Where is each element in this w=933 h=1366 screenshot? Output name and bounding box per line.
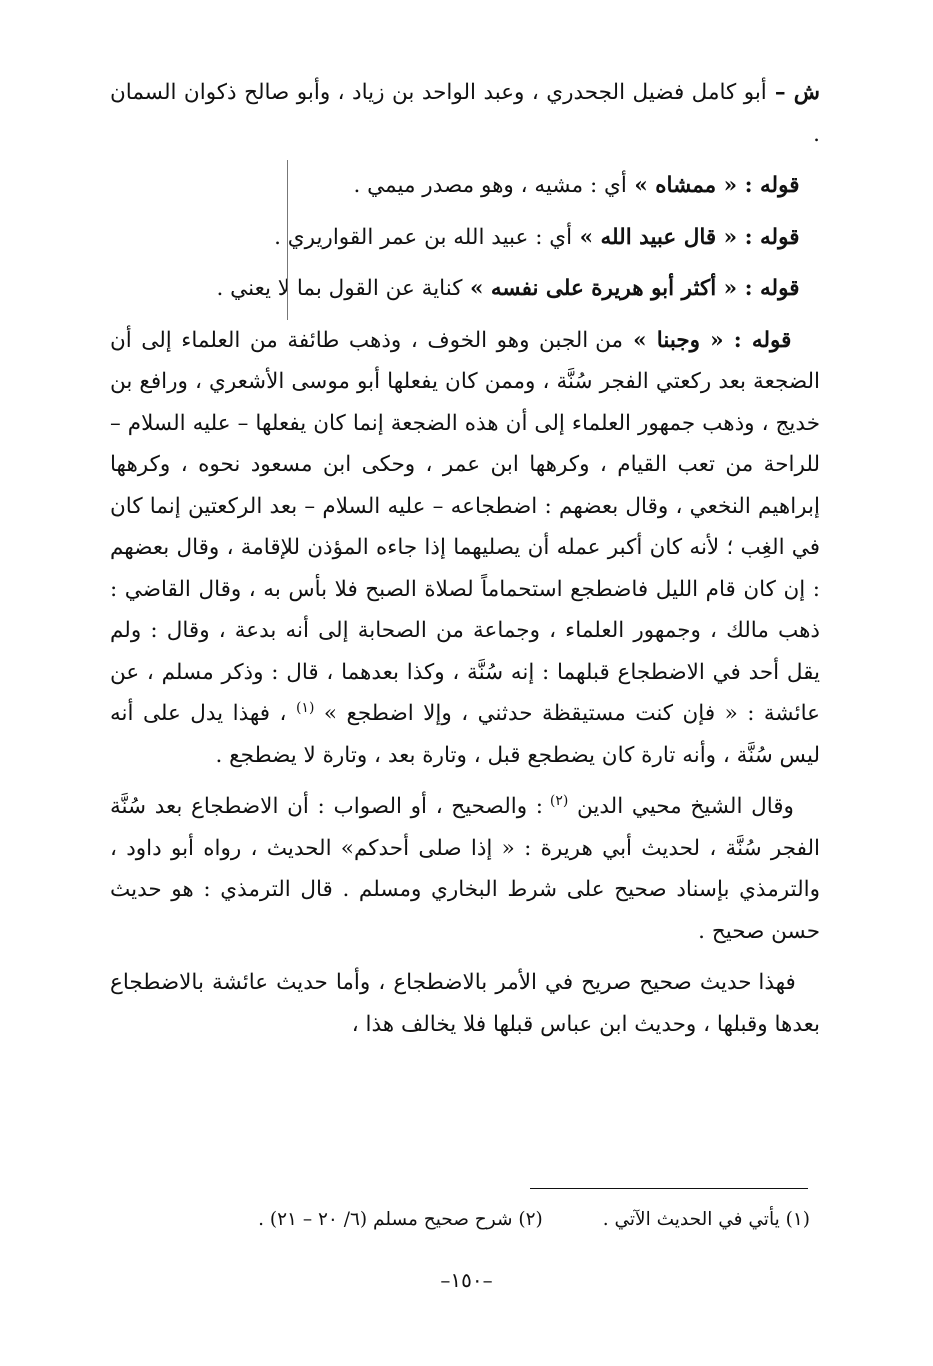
paragraph-text: وقال الشيخ محيي الدين — [568, 794, 794, 819]
paragraph-wajabna — [110, 320, 820, 777]
paragraph-text: أي : عبيد الله بن عمر القواريري . — [274, 224, 573, 250]
paragraph-text: أبو كامل فضيل الجحدري ، وعبد الواحد بن زياد ، وأبو صالح ذكوان السمان . — [110, 80, 820, 147]
paragraph-narrators — [110, 72, 820, 155]
paragraph-lead: ش – — [766, 80, 821, 105]
footnote-ref: (٢) — [549, 792, 569, 809]
footnotes — [110, 1206, 810, 1234]
footnote-divider — [530, 1188, 808, 1189]
paragraph-mamshah — [110, 165, 820, 207]
paragraph-text: أي : مشيه ، وهو مصدر ميمي . — [353, 173, 627, 198]
page-number: –١٥٠– — [440, 1268, 493, 1292]
scan-artifact-line — [287, 160, 288, 320]
paragraph-text: فهذا حديث صحيح صريح في الأمر بالاضطجاع ، وأما حديث عائشة بالاضطجاع بعدها وقبلها ، وحديث ابن عباس قبلها فلا يخالف هذا ، — [110, 970, 820, 1037]
footnote-1: (١) يأتي في الحديث الآتي . — [602, 1209, 810, 1230]
paragraph-lead: قوله : « أكثر أبو هريرة على نفسه » — [462, 276, 800, 301]
paragraph-lead: قوله : « ممشاه » — [626, 173, 800, 198]
paragraph-muhyiddin — [110, 786, 820, 952]
paragraph-lead: قوله : « قال عبيد الله » — [572, 224, 800, 250]
paragraph-text: كناية عن القول بما لا يعني . — [216, 276, 463, 301]
footnote-2: (٢) شرح صحيح مسلم (٦/ ٢٠ – ٢١) . — [258, 1209, 543, 1230]
paragraph-tail: : والصحيح ، أو الصواب : أن الاضطجاع بعد سُنَّة الفجر سُنَّة ، لحديث أبي هريرة : « إذا صلى أحدكم» الحديث ، رواه أبو داود ، والترمذي بإسناد صحيح على شرط البخاري ومسلم . قال الترمذي : هو حديث حسن صحيح . — [110, 794, 820, 944]
paragraph-text: من الجبن وهو الخوف ، وذهب طائفة من العلماء إلى أن الضجعة بعد ركعتي الفجر سُنَّة ، وممن كان يفعلها أبو موسى الأشعري ، ورافع بن خديج ، وذهب جمهور العلماء إلى أن هذه الضجعة إنما كان يفعلها – عليه السلام – للراحة من تعب القيام ، وكرهها ابن عمر ، وحكى ابن مسعود نحوه ، وكرهها إبراهيم النخعي ، وقال بعضهم : اضطجاعه – عليه السلام – بعد الركعتين إنما كان في الغِب ؛ لأنه كان أكبر عمله أن يصليهما إذا جاءه المؤذن للإقامة ، وقال بعضهم : إن كان قام الليل فاضطجع استحماماً لصلاة الصبح فلا بأس به ، وقال القاضي : ذهب مالك ، وجمهور العلماء ، وجماعة من الصحابة إلى أنه بدعة ، وقال : ولم يقل أحد في الاضطجاع قبلهما : إنه سُنَّة ، وكذا بعدهما ، قال : وذكر مسلم ، عن عائشة : « فإن كنت مستيقظة حدثني ، وإلا اضطجع » — [110, 327, 820, 726]
paragraph-tail: ، فهذا يدل على أنه ليس سُنَّة ، وأنه تارة كان يضطجع قبل ، وتارة بعد ، وتارة لا يضطجع . — [110, 701, 820, 768]
paragraph-conclusion — [110, 962, 820, 1045]
paragraph-ubaidullah — [110, 217, 820, 259]
footnote-ref: (١) — [295, 699, 315, 716]
paragraph-lead: قوله : « وجبنا » — [622, 327, 792, 353]
paragraph-abu-hurairah — [110, 268, 820, 310]
page-body — [110, 72, 820, 1045]
